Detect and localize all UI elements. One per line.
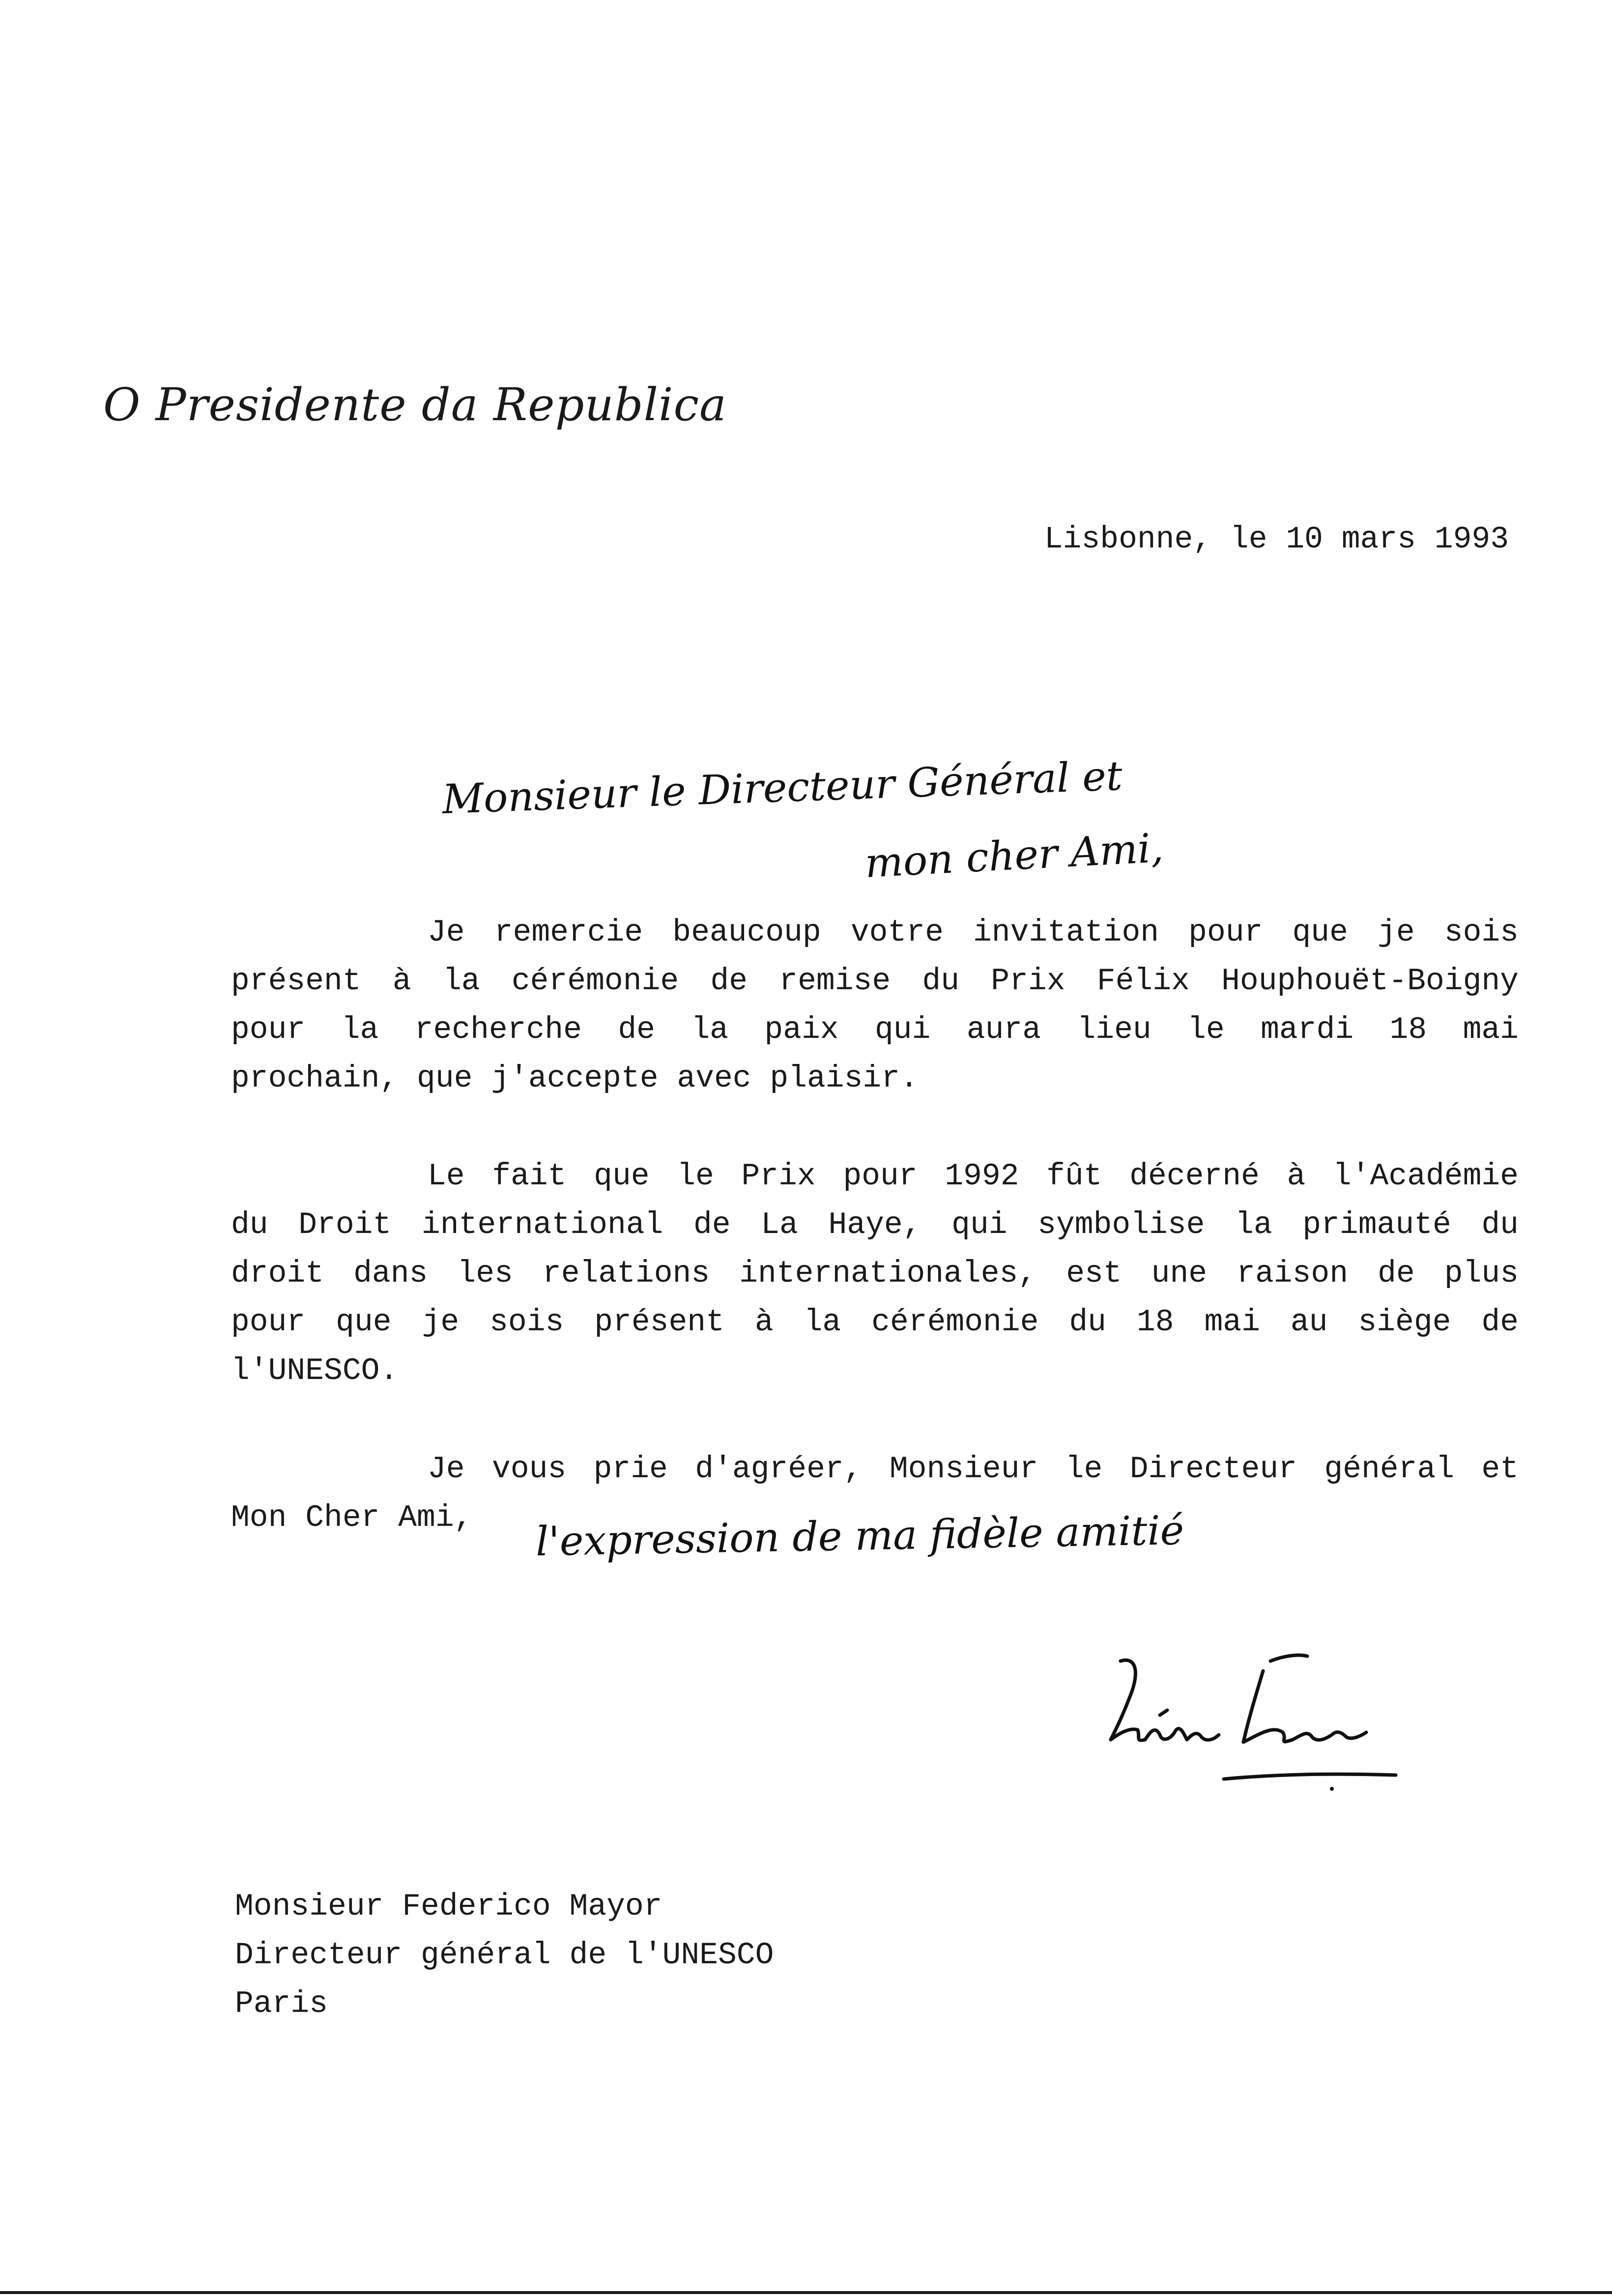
paragraph-line: Je vous prie d'agréer, Monsieur le Directeur général et xyxy=(428,1452,1519,1487)
paragraph-invitation xyxy=(231,908,1519,1103)
handwritten-closing: l'expression de ma fidèle amitié xyxy=(535,1507,1184,1565)
paragraph-prize xyxy=(231,1152,1519,1395)
paragraph-line: Je remercie beaucoup votre invitation pour que je sois xyxy=(428,915,1519,950)
recipient-address xyxy=(235,1882,774,2028)
paragraph-line: prochain, que j'accepte avec plaisir. xyxy=(231,1061,919,1096)
scan-edge xyxy=(0,2291,1612,2294)
paragraph-line: droit dans les relations internationales, est une raison de plus xyxy=(231,1256,1519,1291)
letterhead: O Presidente da Republica xyxy=(103,378,727,431)
recipient-title: Directeur général de l'UNESCO xyxy=(235,1938,774,1973)
paragraph-line: Mon Cher Ami, xyxy=(231,1500,473,1535)
recipient-city: Paris xyxy=(235,1986,328,2021)
paragraph-line: l'UNESCO. xyxy=(231,1353,399,1388)
letter-date: Lisbonne, le 10 mars 1993 xyxy=(1044,522,1509,557)
handwritten-salutation-line2: mon cher Ami, xyxy=(864,825,1165,887)
paragraph-line: Le fait que le Prix pour 1992 fût décerné à l'Académie xyxy=(428,1159,1519,1194)
paragraph-line: du Droit international de La Haye, qui symbolise la primauté du xyxy=(231,1207,1519,1242)
recipient-name: Monsieur Federico Mayor xyxy=(235,1889,662,1924)
paragraph-line: pour la recherche de la paix qui aura lieu le mardi 18 mai xyxy=(231,1012,1519,1047)
handwritten-salutation-line1: Monsieur le Directeur Général et xyxy=(441,752,1123,823)
signature xyxy=(1101,1641,1415,1804)
paragraph-line: présent à la cérémonie de remise du Prix Félix Houphouët-Boigny xyxy=(231,964,1519,999)
paragraph-line: pour que je sois présent à la cérémonie du 18 mai au siège de xyxy=(231,1305,1519,1340)
